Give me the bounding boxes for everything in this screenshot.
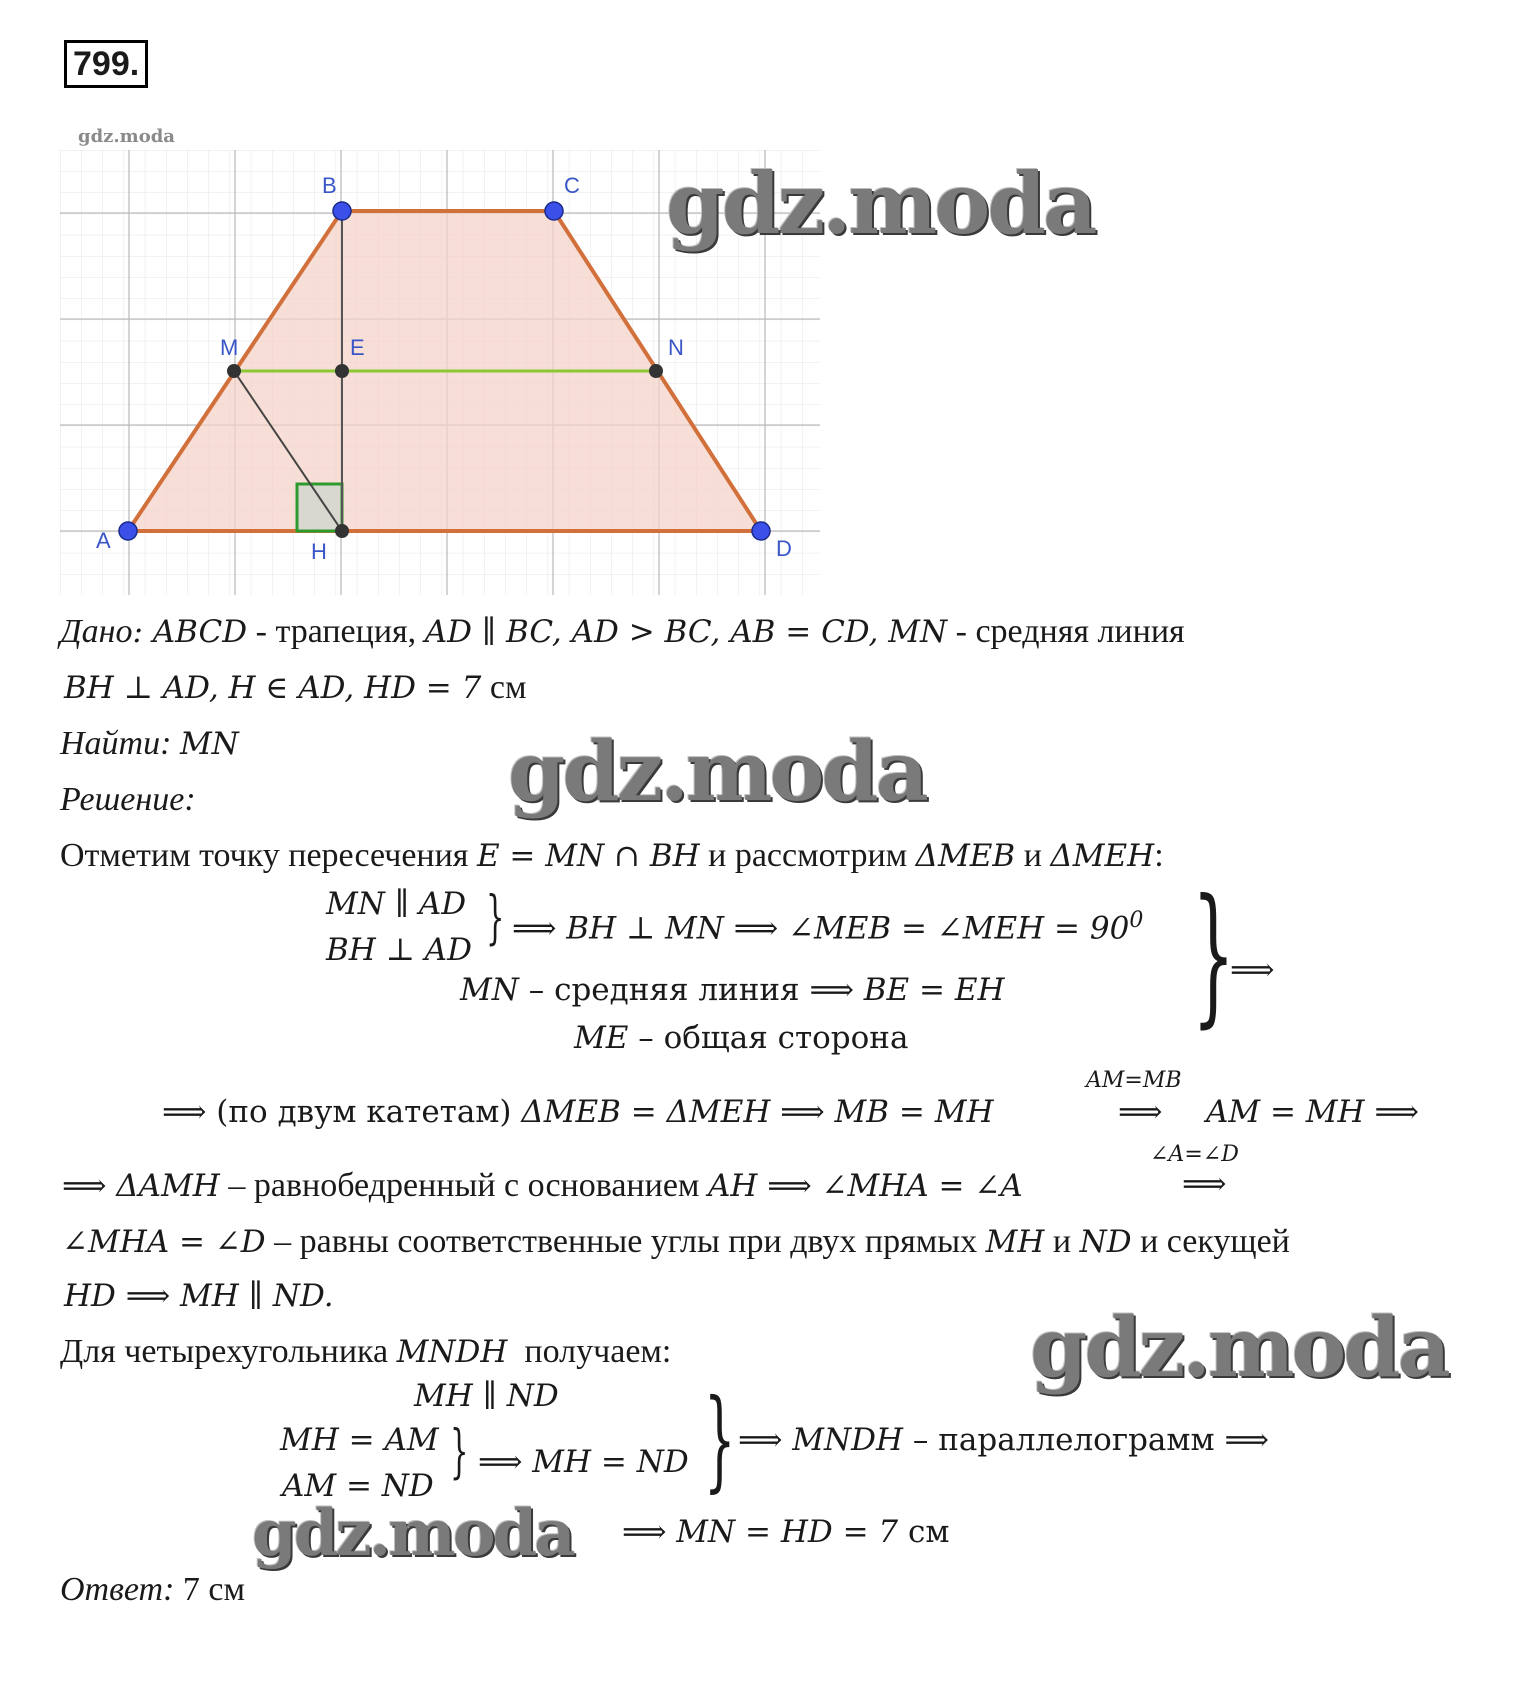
point-m [227, 364, 241, 378]
sys1-small-brace: } [486, 883, 505, 951]
sys2-line-f [622, 1514, 949, 1550]
label-e: E [350, 335, 365, 360]
label-d: D [776, 536, 792, 561]
intro-math-1: E = MN ∩ BH [476, 838, 700, 874]
watermark-4: gdz.moda [252, 1496, 573, 1571]
step3-math-2: AH ⟹ ∠MHA = ∠A [707, 1168, 1023, 1204]
step3-text: – равнобедренный с основанием [219, 1167, 708, 1204]
sys1-line-c [512, 908, 1143, 946]
step2-line [162, 1094, 994, 1130]
watermark-2: gdz.moda [508, 724, 926, 820]
find-line [60, 724, 239, 764]
answer-value: 7 см [174, 1571, 245, 1608]
sys2-small-brace: } [450, 1417, 469, 1485]
step3-line [62, 1166, 1023, 1206]
watermark-1: gdz.moda [666, 154, 1095, 253]
quad-text-1: Для четырехугольника [60, 1333, 397, 1370]
sys1-implies: ⟹ [1230, 952, 1275, 988]
step2-math-2: AM = MH ⟹ [1206, 1094, 1419, 1130]
point-a [119, 522, 137, 540]
point-d [752, 522, 770, 540]
right-angle-mark [297, 484, 342, 531]
given-line-1 [60, 612, 1185, 652]
step4-math-1: ∠MHA = ∠D [62, 1224, 266, 1260]
problem-number: 799. [64, 40, 148, 88]
step3-over-label: ∠A=∠D [1150, 1142, 1239, 1167]
sys2-mndh: ⟹ MNDH [738, 1422, 904, 1458]
given-unit: см [481, 669, 527, 706]
step3-math-1: ⟹ ΔAMH [62, 1168, 220, 1204]
sys2-line-b: MH = AM [280, 1422, 439, 1458]
sys1-line-b: BH ⊥ AD [326, 932, 472, 968]
step5-line: HD ⟹ MH ∥ ND. [64, 1278, 334, 1314]
point-e [335, 364, 349, 378]
intro-text-1: Отметим точку пересечения [60, 837, 477, 874]
sys1-line-e [574, 1020, 908, 1056]
sys2-line-c: AM = ND [282, 1468, 434, 1504]
point-h [335, 524, 349, 538]
label-n: N [668, 335, 684, 360]
label-h: H [311, 539, 327, 564]
given-label: Дано [60, 613, 133, 650]
step4-math-3: ND [1079, 1224, 1132, 1260]
label-c: C [564, 173, 580, 198]
find-value: MN [179, 726, 239, 762]
intro-line [60, 836, 1164, 876]
step2-over-label: AM=MB [1086, 1068, 1182, 1093]
step4-text-1: – равны соответственные углы при двух прямых [265, 1223, 986, 1260]
sys1-midline-text: – средняя линия ⟹ [518, 972, 864, 1008]
sys1-mn: MN [460, 972, 519, 1008]
sys1-common-side: – общая сторона [628, 1020, 909, 1056]
sys2-line-d: ⟹ MH = ND [478, 1444, 689, 1480]
step4-text-3: и секущей [1131, 1223, 1290, 1260]
sys2-parallelogram: – параллелограмм ⟹ [903, 1422, 1269, 1458]
quad-line [60, 1332, 671, 1372]
label-m: M [220, 335, 239, 360]
sys1-degree: 0 [1129, 908, 1144, 933]
step3-arrow: ⟹ [1182, 1166, 1227, 1202]
step2-arrow: ⟹ [1118, 1094, 1163, 1130]
step4-line [62, 1222, 1290, 1262]
sys1-me: ME [574, 1020, 629, 1056]
sys2-big-brace: } [704, 1375, 736, 1503]
given-text-2: - средняя линия [947, 613, 1185, 650]
point-b [333, 202, 351, 220]
intro-text-3: и [1015, 837, 1051, 874]
intro-math-3: ΔMEH [1050, 838, 1155, 874]
answer-line [60, 1570, 245, 1610]
sys2-result: ⟹ MN = HD = 7 [622, 1514, 899, 1550]
intro-math-2: ΔMEB [915, 838, 1016, 874]
given-abcd: : ABCD [132, 614, 248, 650]
intro-text-2: и рассмотрим [699, 837, 916, 874]
label-a: A [96, 528, 111, 553]
given-text-1: - трапеция, [247, 613, 425, 650]
sys2-line-a: MH ∥ ND [414, 1378, 559, 1414]
sys2-unit: см [898, 1514, 950, 1550]
sys1-line-d [460, 972, 1005, 1008]
point-c [545, 202, 563, 220]
intro-text-4: : [1154, 837, 1164, 874]
sys1-big-brace: } [1192, 868, 1235, 1042]
sys1-line-a: MN ∥ AD [326, 886, 467, 922]
step2-text: ⟹ (по двум катетам) [162, 1094, 522, 1130]
label-b: B [322, 173, 337, 198]
given-line-2 [64, 668, 526, 708]
step4-math-2: MH [985, 1224, 1045, 1260]
sys1-line-c-text: ⟹ BH ⊥ MN ⟹ ∠MEB = ∠MEH = 90 [512, 910, 1130, 947]
watermark-small: gdz.moda [78, 126, 175, 147]
sys1-be-eh: BE = EH [863, 972, 1005, 1008]
solution-label: Решение: [60, 781, 196, 818]
quad-text-2: получаем: [507, 1333, 672, 1370]
step4-text-2: и [1044, 1223, 1080, 1260]
sys2-line-e [738, 1422, 1269, 1458]
given-conditions: AD ∥ BC, AD > BC, AB = CD, MN [424, 614, 948, 650]
answer-label: Ответ: [60, 1571, 175, 1608]
watermark-3: gdz.moda [1030, 1300, 1448, 1396]
given-bh: BH ⊥ AD, H ∈ AD, HD = 7 [64, 670, 482, 706]
quad-mndh: MNDH [396, 1334, 508, 1370]
step2-math-1: ΔMEB = ΔMEH ⟹ MB = MH [521, 1094, 994, 1130]
point-n [649, 364, 663, 378]
find-label: Найти: [60, 725, 172, 762]
